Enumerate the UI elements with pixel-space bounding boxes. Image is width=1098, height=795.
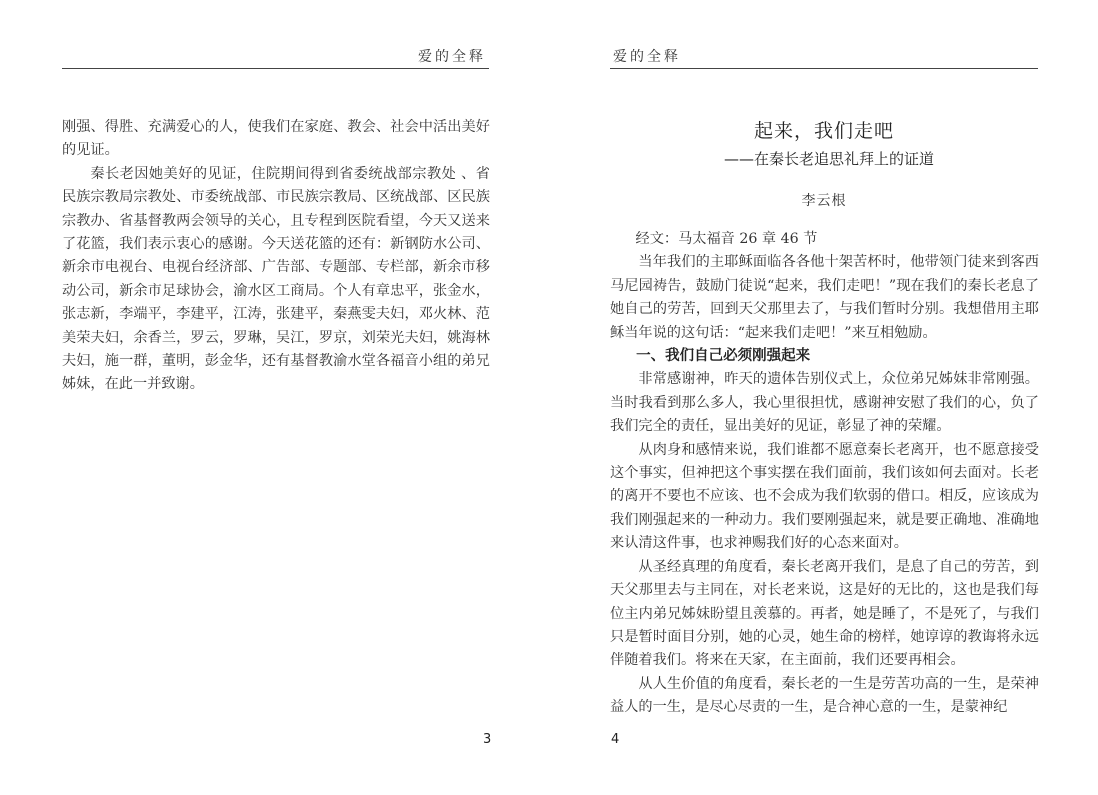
running-header: 爱的全释 [613,49,681,65]
section-heading: 一、我们自己必须刚强起来 [636,348,811,365]
paragraph: 从人生价值的角度看，秦长老的一生是劳苦功高的一生，是荣神益人的一生，是尽心尽责的一生，是合神心意的一生，是蒙神纪 [610,675,1039,716]
paragraph: 当年我们的主耶稣面临各各他十架苦杯时，他带领门徒来到客西马尼园祷告，鼓励门徒说“起来，我们走吧！”现在我们的秦长老息了她自己的劳苦，回到天父那里去了，与我们暂时分别。我想借用主耶稣当年说的这句话：“起来我们走吧！”来互相勉励。 [610,254,1039,341]
left-body-text [62,116,490,397]
paragraph: 非常感谢神，昨天的遗体告别仪式上，众位弟兄姊妹非常刚强。当时我看到那么多人，我心里很担忧，感谢神安慰了我们的心，负了我们完全的责任，显出美好的见证，彰显了神的荣耀。 [610,371,1039,435]
paragraph: 从圣经真理的角度看，秦长老离开我们，是息了自己的劳苦，到天父那里去与主同在，对长老来说，这是好的无比的，这也是我们每位主内弟兄姊妹盼望且羡慕的。再者，她是睡了，不是死了，与我们只是暂时面目分别，她的心灵，她生命的榜样，她谆谆的教诲将永远伴随着我们。将来在天家，在主面前，我们还要再相会。 [610,558,1039,669]
right-page [549,0,1098,795]
right-body-text [610,228,1039,720]
header-rule [62,68,489,69]
scripture-reference: 经文：马太福音 26 章 46 节 [635,231,818,247]
paragraph: 从肉身和感情来说，我们谁都不愿意秦长老离开，也不愿意接受这个事实，但神把这个事实摆在我们面前，我们该如何去面对。长老的离开不要也不应该、也不会成为我们软弱的借口。相反，应该成为我们刚强起来的一种动力。我们要刚强起来，就是要正确地、准确地来认清这件事，也求神赐我们好的心态来面对。 [610,441,1039,552]
running-header: 爱的全释 [418,49,486,65]
page-number: 4 [611,732,620,747]
paragraph: 刚强、得胜、充满爱心的人，使我们在家庭、教会、社会中活出美好的见证。 [62,119,490,159]
article-title: 起来，我们走吧 [753,120,894,142]
article-subtitle: ——在秦长老追思礼拜上的证道 [723,150,934,168]
page-number: 3 [483,732,492,747]
article-author: 李云根 [801,193,847,209]
paragraph: 秦长老因她美好的见证，住院期间得到省委统战部宗教处 、省民族宗教局宗教处、市委统战部、市民族宗教局、区统战部、区民族宗教办、省基督教两会领导的关心，且专程到医院看望，今天又送来了花篮，我们表示衷心的感谢。今天送花篮的还有：新钢防水公司、新余市电视台、电视台经济部、广告部、专题部、专栏部，新余市移动公司，新余市足球协会，渝水区工商局。个人有章忠平，张金水，张志新，李端平，李建平，江涛，张建平，秦燕雯夫妇，邓火林、范美荣夫妇，余香兰，罗云，罗琳，吴江，罗京，刘荣光夫妇，姚海林夫妇，施一群，董明，彭金华，还有基督教渝水堂各福音小组的弟兄姊妹，在此一并致谢。 [62,165,490,393]
header-rule [610,68,1038,69]
